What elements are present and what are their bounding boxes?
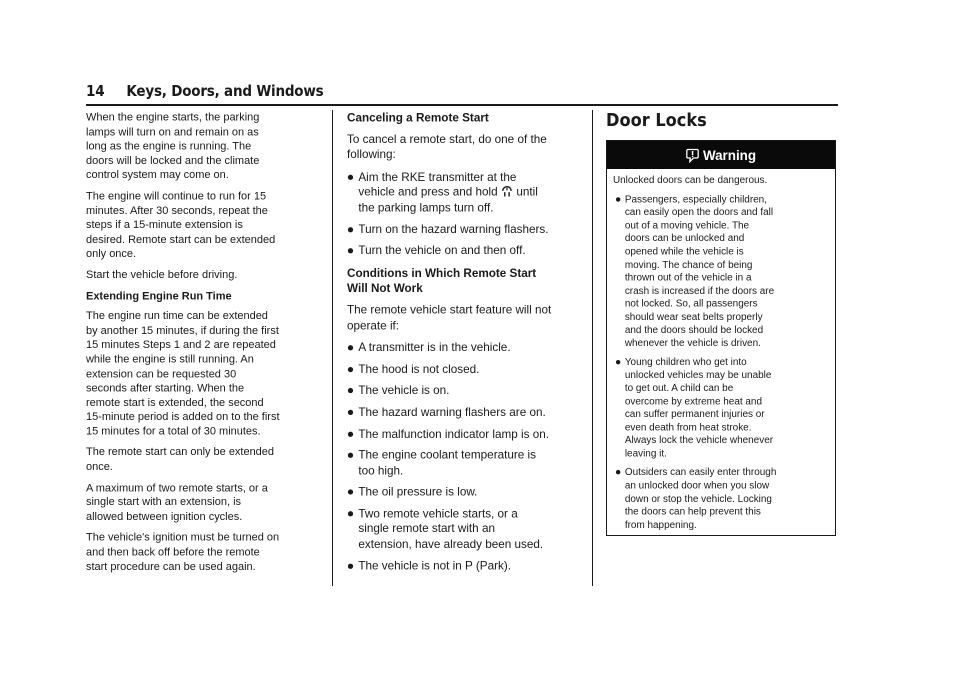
list-item: The hazard warning flashers are on. (347, 404, 552, 419)
warning-label: Warning (702, 147, 757, 163)
paragraph: A maximum of two remote starts, or a single start with an extension, is allowed between ignition cycles. (86, 481, 268, 523)
list-item: The engine coolant temperature is too high. (347, 447, 552, 478)
paragraph: When the engine starts, the parking lamps will turn on and remain on as long as the engine is running. The doors will be locked and the climate control system may come on. (86, 110, 260, 181)
warning-box (606, 140, 836, 536)
list-item: Outsiders can easily enter through an unlocked door when you slow down or stop the vehicle. Locking the doors can help prevent this from happening. (613, 466, 776, 531)
conditions-list (347, 340, 552, 573)
warning-header (607, 141, 835, 169)
warning-speech-icon (686, 148, 699, 163)
list-item: The hood is not closed. (347, 361, 552, 376)
list-item: The vehicle is on. (347, 383, 552, 398)
remote-start-icon (502, 185, 512, 197)
list-item: Young children who get into unlocked vehicles may be unable to get out. A child can be overcome by extreme heat and can suffer permanent injuries or even death from heat stroke. Always lock the vehicle whenever leaving it. (613, 355, 776, 460)
paragraph: The engine run time can be extended by another 15 minutes, if during the first 15 minutes Steps 1 and 2 are repeated while the engine is still running. An extension can be requested 30 seconds after starting. When the remote start is extended, the second 15-minute period is added on to the first 15 minutes for a total of 30 minutes. (86, 309, 280, 438)
column-divider (592, 110, 593, 586)
list-item: Passengers, especially children, can easily open the doors and fall out of a moving vehicle. The doors can be unlocked and opened while the vehicle is moving. The chance of being thrown out of the vehicle in a crash is increased if the doors are not locked. So, all passengers should wear seat belts properly and the doors should be locked whenever the vehicle is driven. (613, 192, 776, 349)
canceling-list (347, 169, 552, 258)
list-item: Turn the vehicle on and then off. (347, 243, 552, 258)
column-middle (347, 110, 552, 580)
list-item: Turn on the hazard warning flashers. (347, 221, 552, 236)
paragraph: The remote vehicle start feature will not operate if: (347, 303, 552, 332)
list-item: The vehicle is not in P (Park). (347, 558, 552, 573)
list-item: Aim the RKE transmitter at the vehicle and press and hold until the parking lamps turn off. (347, 169, 552, 215)
section-title: Keys, Doors, and Windows (126, 82, 324, 100)
column-divider (332, 110, 333, 586)
list-item: The malfunction indicator lamp is on. (347, 426, 552, 441)
list-item: Two remote vehicle starts, or a single remote start with an extension, have already been used. (347, 506, 552, 552)
paragraph: The remote start can only be extended once. (86, 445, 274, 473)
column-left (86, 110, 280, 580)
list-item: A transmitter is in the vehicle. (347, 340, 552, 355)
subheading-extending: Extending Engine Run Time (86, 289, 232, 302)
header-rule (86, 104, 838, 106)
paragraph: The vehicle's ignition must be turned on and then back off before the remote start procedure can be used again. (86, 531, 280, 573)
paragraph: Start the vehicle before driving. (86, 268, 238, 281)
warning-list (613, 192, 776, 531)
paragraph: To cancel a remote start, do one of the following: (347, 132, 547, 161)
subheading-canceling: Canceling a Remote Start (347, 110, 489, 124)
page-header (86, 82, 323, 100)
page-number: 14 (86, 82, 105, 100)
warning-body (607, 169, 776, 531)
list-item: The oil pressure is low. (347, 484, 552, 499)
section-heading-door-locks: Door Locks (606, 110, 707, 131)
warning-intro: Unlocked doors can be dangerous. (612, 174, 768, 186)
paragraph: The engine will continue to run for 15 minutes. After 30 seconds, repeat the steps if a 15-minute extension is desired. Remote start can be extended only once. (86, 189, 276, 260)
subheading-conditions: Conditions in Which Remote Start Will Not Work (347, 266, 537, 295)
